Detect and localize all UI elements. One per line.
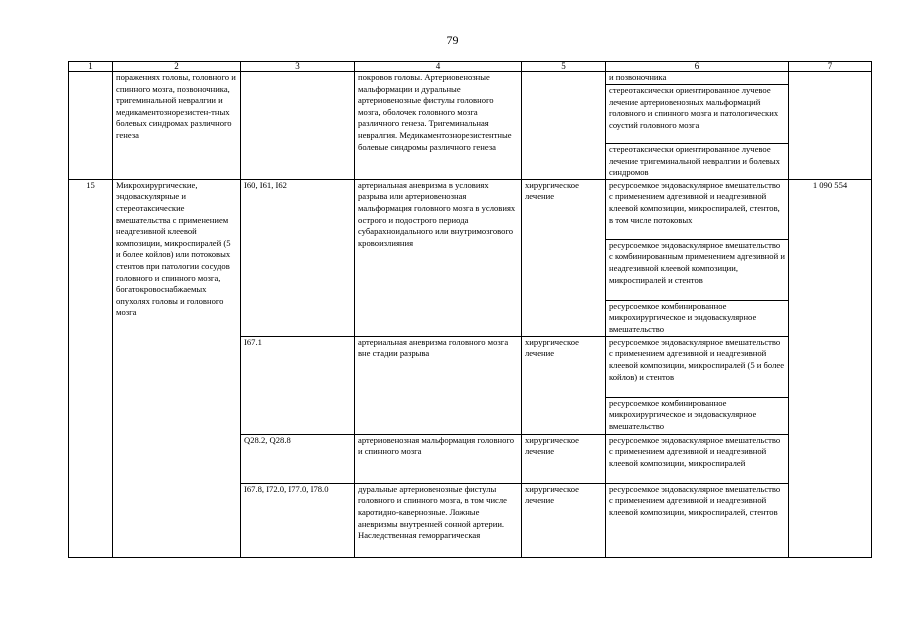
method-cell: ресурсоемкое комбинированное микрохирургическое и эндоваскулярное вмешательство [606,397,789,434]
patient-model-cell: артериовенозная мальформация головного и спинного мозга [355,434,522,483]
entry-name-cell: Микрохирургические, эндоваскулярные и стереотаксические вмешательства с применением неадгезивной клеевой композиции, микроспиралей (5 и более койлов) или потоковых стентов при патологии сосудов головного и спинного мозга, богатокровоснабжаемых опухолях головы и головного мозга [113,179,241,557]
column-number: 1 [69,62,113,72]
column-number: 2 [113,62,241,72]
treatment-type-cell: хирургическое лечение [522,179,606,336]
method-cell: ресурсоемкое эндоваскулярное вмешательство с применением адгезивной и неадгезивной клеевой композиции, микроспиралей, стентов [606,483,789,557]
cont-name-cell: поражениях головы, головного и спинного мозга, позвоночника, тригеминальной невралгии и медикаментознорезистен-тных болевых синдромах различного генеза [113,72,241,180]
method-cell: и позвоночника [606,72,789,85]
column-number: 6 [606,62,789,72]
method-cell: стереотаксически ориентированное лучевое лечение артериовенозных мальформаций головного и спинного мозга и патологических соустий головного мозга [606,85,789,144]
column-number: 7 [789,62,872,72]
cont-treatment-cell [522,72,606,180]
cont-cost-cell [789,72,872,180]
icd-codes-cell: I67.8, I72.0, I77.0, I78.0 [241,483,355,557]
medical-care-table [68,61,872,558]
column-number: 3 [241,62,355,72]
patient-model-cell: дуральные артериовенозные фистулы головного и спинного мозга, в том числе каротидно-кавернозные. Ложные аневризмы внутренней сонной артерии. Наследственная геморрагическая [355,483,522,557]
method-cell: ресурсоемкое эндоваскулярное вмешательство с применением адгезивной и неадгезивной клеевой композиции, микроспиралей (5 и более койлов) и стентов [606,336,789,397]
cont-model-cell: покровов головы. Артериовенозные мальформации и дуральные артериовенозные фистулы головного мозга, оболочек головного мозга различного генеза. Тригеминальная невралгия. Медикаментознорезистентные болевые синдромы различного генеза [355,72,522,180]
cont-codes-cell [241,72,355,180]
method-cell: ресурсоемкое комбинированное микрохирургическое и эндоваскулярное вмешательство [606,300,789,336]
patient-model-cell: артериальная аневризма в условиях разрыва или артериовенозная мальформация головного мозга в условиях острого и подострого периода субарахноидального или внутримозгового кровоизлияния [355,179,522,336]
treatment-type-cell: хирургическое лечение [522,336,606,434]
page-number: 79 [446,33,459,47]
entry-number-cell: 15 [69,179,113,557]
treatment-type-cell: хирургическое лечение [522,483,606,557]
method-cell: ресурсоемкое эндоваскулярное вмешательство с комбинированным применением адгезивной и неадгезивной клеевой композиции, микроспиралей и стентов [606,239,789,300]
column-number-row [69,62,872,72]
treatment-type-cell: хирургическое лечение [522,434,606,483]
icd-codes-cell: I67.1 [241,336,355,434]
icd-codes-cell: I60, I61, I62 [241,179,355,336]
column-number: 4 [355,62,522,72]
method-cell: ресурсоемкое эндоваскулярное вмешательство с применением адгезивной и неадгезивной клеевой композиции, микроспиралей [606,434,789,483]
method-cell: ресурсоемкое эндоваскулярное вмешательство с применением адгезивной и неадгезивной клеевой композиции, микроспиралей, стентов, в том числе потоковых [606,179,789,239]
cost-cell: 1 090 554 [789,179,872,557]
cont-number-cell [69,72,113,180]
method-cell: стереотаксически ориентированное лучевое лечение тригеминальной невралгии и болевых синдромов [606,144,789,180]
icd-codes-cell: Q28.2, Q28.8 [241,434,355,483]
patient-model-cell: артериальная аневризма головного мозга вне стадии разрыва [355,336,522,434]
column-number: 5 [522,62,606,72]
